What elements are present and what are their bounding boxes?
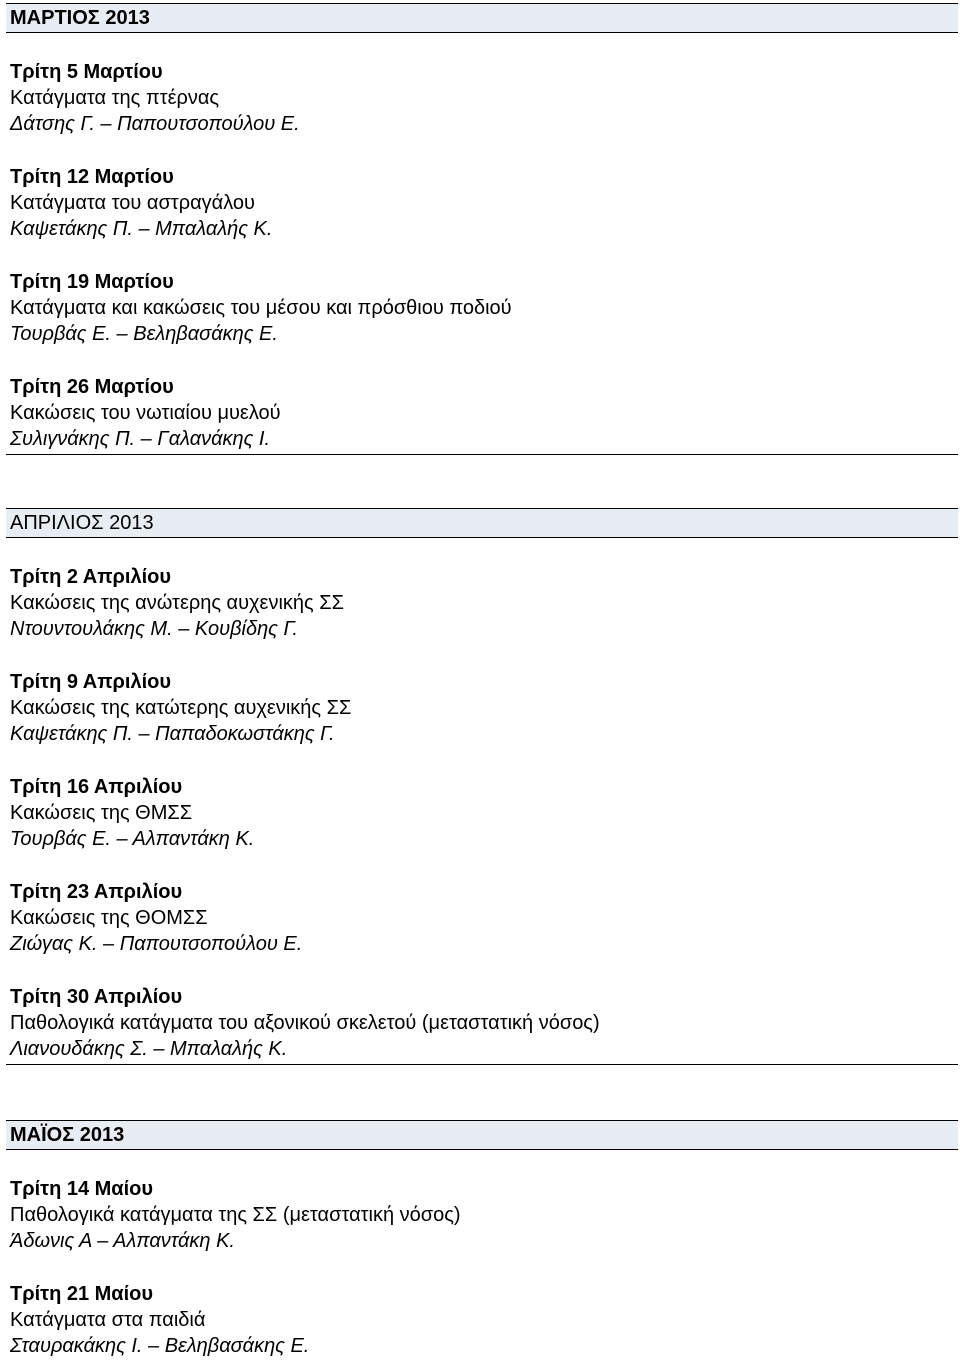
lecture-topic: Κακώσεις της ΘΜΣΣ bbox=[10, 802, 193, 824]
lecture-entry bbox=[10, 1281, 958, 1359]
lecture-entry bbox=[10, 564, 958, 642]
lecture-date: Τρίτη 12 Μαρτίου bbox=[10, 166, 174, 188]
lecture-entry bbox=[10, 669, 958, 747]
lecture-date: Τρίτη 19 Μαρτίου bbox=[10, 271, 174, 293]
lecture-speakers: Ζιώγας Κ. – Παπουτσοπούλου Ε. bbox=[10, 933, 303, 955]
month-header: ΑΠΡΙΛΙΟΣ 2013 bbox=[6, 508, 958, 538]
month-section-may bbox=[6, 1120, 958, 1359]
lecture-speakers: Ντουντουλάκης Μ. – Κουβίδης Γ. bbox=[10, 618, 298, 640]
lecture-entry bbox=[10, 269, 958, 347]
lecture-entry bbox=[10, 374, 958, 452]
lecture-entry bbox=[10, 984, 958, 1062]
lecture-entry bbox=[10, 774, 958, 852]
month-header: ΜΑΡΤΙΟΣ 2013 bbox=[6, 3, 958, 33]
lecture-entry bbox=[10, 164, 958, 242]
lecture-date: Τρίτη 14 Μαίου bbox=[10, 1178, 154, 1200]
lecture-entry bbox=[10, 879, 958, 957]
lecture-speakers: Άδωνις Α – Αλπαντάκη Κ. bbox=[10, 1230, 235, 1252]
lecture-topic: Κακώσεις της ΘΟΜΣΣ bbox=[10, 907, 208, 929]
section-divider bbox=[6, 454, 958, 455]
lecture-speakers: Τουρβάς Ε. – Αλπαντάκη Κ. bbox=[10, 828, 255, 850]
lecture-date: Τρίτη 26 Μαρτίου bbox=[10, 376, 174, 398]
lecture-topic: Κατάγματα και κακώσεις του μέσου και πρόσθιου ποδιού bbox=[10, 297, 512, 319]
lecture-topic: Κακώσεις του νωτιαίου μυελού bbox=[10, 402, 281, 424]
lecture-date: Τρίτη 16 Απριλίου bbox=[10, 776, 183, 798]
lecture-speakers: Λιανουδάκης Σ. – Μπαλαλής Κ. bbox=[10, 1038, 288, 1060]
month-section-april bbox=[6, 508, 958, 1065]
lecture-date: Τρίτη 21 Μαίου bbox=[10, 1283, 154, 1305]
lecture-speakers: Τουρβάς Ε. – Βεληβασάκης Ε. bbox=[10, 323, 278, 345]
section-divider bbox=[6, 1064, 958, 1065]
lecture-entry bbox=[10, 59, 958, 137]
lecture-topic: Κατάγματα του αστραγάλου bbox=[10, 192, 255, 214]
lecture-speakers: Καψετάκης Π. – Μπαλαλής Κ. bbox=[10, 218, 273, 240]
lecture-speakers: Καψετάκης Π. – Παπαδοκωστάκης Γ. bbox=[10, 723, 335, 745]
month-section-march bbox=[6, 3, 958, 455]
lecture-topic: Κακώσεις της κατώτερης αυχενικής ΣΣ bbox=[10, 697, 352, 719]
lecture-date: Τρίτη 2 Απριλίου bbox=[10, 566, 172, 588]
lecture-topic: Κατάγματα της πτέρνας bbox=[10, 87, 220, 109]
lecture-topic: Κακώσεις της ανώτερης αυχενικής ΣΣ bbox=[10, 592, 344, 614]
lecture-topic: Παθολογικά κατάγματα της ΣΣ (μεταστατική νόσος) bbox=[10, 1204, 461, 1226]
lecture-topic: Κατάγματα στα παιδιά bbox=[10, 1309, 206, 1331]
lecture-date: Τρίτη 5 Μαρτίου bbox=[10, 61, 163, 83]
lecture-entry bbox=[10, 1176, 958, 1254]
lecture-date: Τρίτη 30 Απριλίου bbox=[10, 986, 183, 1008]
lecture-speakers: Δάτσης Γ. – Παπουτσοπούλου Ε. bbox=[10, 113, 300, 135]
lecture-speakers: Σταυρακάκης Ι. – Βεληβασάκης Ε. bbox=[10, 1335, 310, 1357]
lecture-date: Τρίτη 23 Απριλίου bbox=[10, 881, 183, 903]
month-header: ΜΑΪΟΣ 2013 bbox=[6, 1120, 958, 1150]
lecture-date: Τρίτη 9 Απριλίου bbox=[10, 671, 172, 693]
lecture-topic: Παθολογικά κατάγματα του αξονικού σκελετού (μεταστατική νόσος) bbox=[10, 1012, 600, 1034]
lecture-speakers: Συλιγνάκης Π. – Γαλανάκης Ι. bbox=[10, 428, 271, 450]
